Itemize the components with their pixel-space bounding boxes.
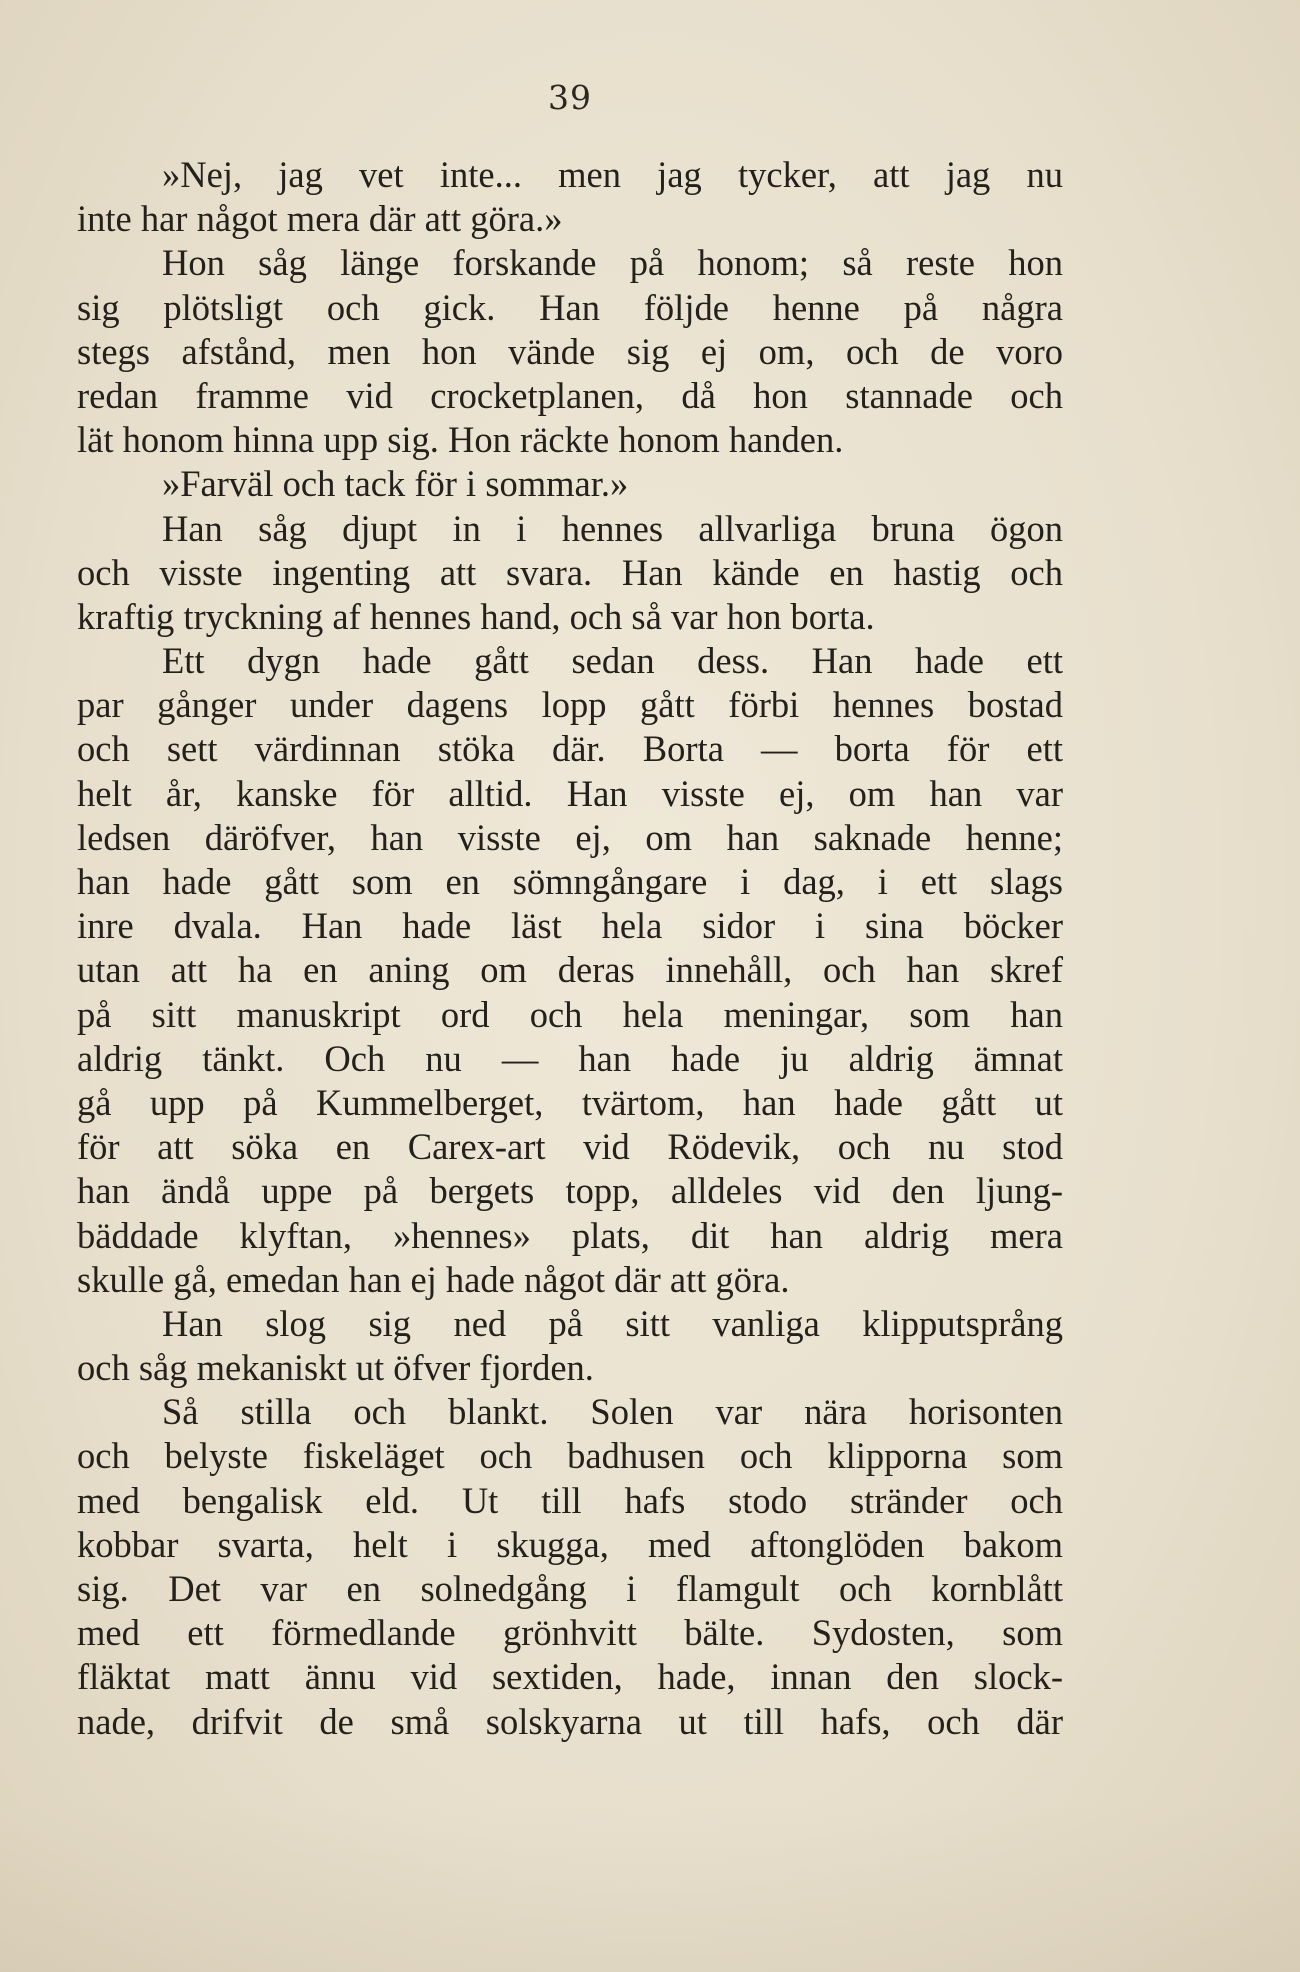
text-line: lät honom hinna upp sig. Hon räckte honom handen. xyxy=(77,419,844,461)
text-line: Han såg djupt in i hennes allvarliga bruna ögon xyxy=(162,507,1063,549)
text-line: han ändå uppe på bergets topp, alldeles vid den ljung- xyxy=(77,1170,1063,1212)
text-line: Så stilla och blankt. Solen var nära horisonten xyxy=(162,1391,1063,1433)
page-number: 39 xyxy=(548,78,592,117)
page-edge-shadow xyxy=(0,1800,1300,1972)
text-line: Ett dygn hade gått sedan dess. Han hade ett xyxy=(162,640,1063,682)
text-line: kraftig tryckning af hennes hand, och så var hon borta. xyxy=(77,595,875,637)
text-line: Han slog sig ned på sitt vanliga klipputsprång xyxy=(162,1302,1063,1344)
text-line: sig plötsligt och gick. Han följde henne på några xyxy=(77,286,1063,328)
text-line: ledsen däröfver, han visste ej, om han saknade henne; xyxy=(77,816,1063,858)
text-line: och visste ingenting att svara. Han kände en hastig och xyxy=(77,551,1063,593)
text-line: på sitt manuskript ord och hela meningar, som han xyxy=(77,993,1063,1035)
text-line: och sett värdinnan stöka där. Borta — borta för ett xyxy=(77,728,1063,770)
text-line: sig. Det var en solnedgång i flamgult och kornblått xyxy=(77,1568,1063,1609)
text-line: med bengalisk eld. Ut till hafs stodo stränder och xyxy=(77,1479,1063,1521)
text-line: par gånger under dagens lopp gått förbi hennes bostad xyxy=(77,684,1063,726)
text-line: och belyste fiskeläget och badhusen och klipporna som xyxy=(77,1435,1063,1477)
text-line: utan att ha en aning om deras innehåll, och han skref xyxy=(77,949,1063,991)
text-line: »Nej, jag vet inte... men jag tycker, att jag nu xyxy=(162,154,1063,195)
text-line: fläktat matt ännu vid sextiden, hade, innan den slock- xyxy=(77,1656,1063,1698)
text-line: för att söka en Carex-art vid Rödevik, och nu stod xyxy=(77,1126,1063,1168)
text-line: inte har något mera där att göra.» xyxy=(77,198,563,240)
text-line: »Farväl och tack för i sommar.» xyxy=(162,463,629,505)
text-line: kobbar svarta, helt i skugga, med aftonglöden bakom xyxy=(77,1523,1063,1565)
text-line: inre dvala. Han hade läst hela sidor i sina böcker xyxy=(77,905,1063,947)
text-line: med ett förmedlande grönhvitt bälte. Sydosten, som xyxy=(77,1612,1063,1654)
text-line: redan framme vid crocketplanen, då hon stannade och xyxy=(77,374,1063,416)
text-line: nade, drifvit de små solskyarna ut till hafs, och där xyxy=(77,1700,1063,1742)
text-line: aldrig tänkt. Och nu — han hade ju aldrig ämnat xyxy=(77,1037,1063,1079)
text-line: gå upp på Kummelberget, tvärtom, han hade gått ut xyxy=(77,1081,1063,1123)
text-line: stegs afstånd, men hon vände sig ej om, och de voro xyxy=(77,330,1063,372)
text-line: han hade gått som en sömngångare i dag, i ett slags xyxy=(77,861,1063,902)
body-text xyxy=(77,153,1063,1744)
text-line: och såg mekaniskt ut öfver fjorden. xyxy=(77,1347,594,1389)
text-line: Hon såg länge forskande på honom; så reste hon xyxy=(162,242,1063,284)
text-line: skulle gå, emedan han ej hade något där att göra. xyxy=(77,1258,790,1300)
text-line: helt år, kanske för alltid. Han visste ej, om han var xyxy=(77,772,1063,814)
text-line: bäddade klyftan, »hennes» plats, dit han aldrig mera xyxy=(77,1214,1063,1256)
